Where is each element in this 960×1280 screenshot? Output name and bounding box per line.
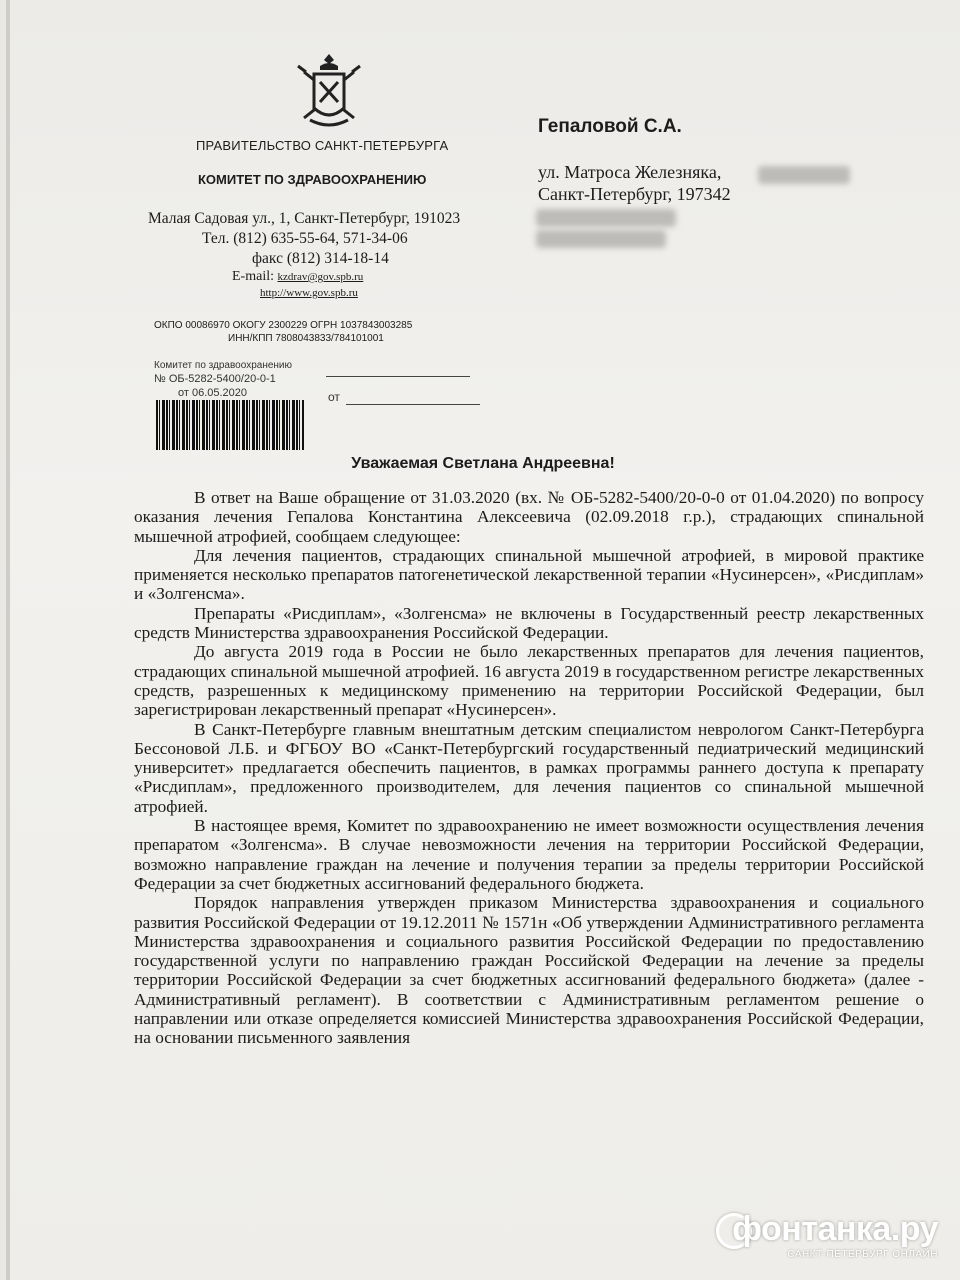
recipient-name: Гепаловой С.А. xyxy=(538,116,682,137)
government-name: ПРАВИТЕЛЬСТВО САНКТ-ПЕТЕРБУРГА xyxy=(196,138,449,153)
paragraph: В ответ на Ваше обращение от 31.03.2020 (вх. № ОБ-5282-5400/20-0-0 от 01.04.2020) по вопросу оказания лечения Гепалова Константина Алексеевича (02.09.2018 г.р.), страдающих спинальной мышечной атрофией, сообщаем следующее: xyxy=(134,488,924,546)
paragraph: В настоящее время, Комитет по здравоохранению не имеет возможности осуществления лечения препаратом «Золгенсма». В случае невозможности лечения на территории Российской Федерации, возможно направление граждан на лечение и получения терапии за пределы территории Российской Федерации за счет бюджетных ассигнований федерального бюджета. xyxy=(134,816,924,893)
committee-name: КОМИТЕТ ПО ЗДРАВООХРАНЕНИЮ xyxy=(198,172,427,187)
greeting: Уважаемая Светлана Андреевна! xyxy=(351,455,615,472)
letter-body xyxy=(134,488,924,1048)
reference-line xyxy=(326,376,470,377)
committee-fax: факс (812) 314-18-14 xyxy=(252,250,389,267)
recipient-street: ул. Матроса Железняка, xyxy=(538,162,722,182)
coat-of-arms-icon xyxy=(296,52,362,132)
committee-phone: Тел. (812) 635-55-64, 571-34-06 xyxy=(202,230,408,247)
email-label: E-mail: xyxy=(232,269,274,284)
barcode xyxy=(156,400,304,450)
redacted-recipient-line xyxy=(536,209,676,227)
email-link[interactable]: kzdrav@gov.spb.ru xyxy=(277,271,364,283)
watermark-name: фонтанка.ру xyxy=(732,1210,938,1248)
organization-codes: ОКПО 00086970 ОКОГУ 2300229 ОГРН 1037843003285 xyxy=(154,320,413,331)
date-line xyxy=(346,404,480,405)
website-link[interactable]: http://www.gov.spb.ru xyxy=(260,287,358,299)
paragraph: До августа 2019 года в России не было лекарственных препаратов для лечения пациентов, страдающих спинальной мышечной атрофией. 16 августа 2019 в государственном регистре лекарственных средств, разрешенных к медицинскому применению на территории Российской Федерации, был зарегистрирован лекарственный препарат «Нусинерсен». xyxy=(134,642,924,720)
paragraph: Порядок направления утвержден приказом Министерства здравоохранения и социального развития Российской Федерации от 19.12.2011 № 1571н «Об утверждении Административного регламента Министерства здравоохранения и социального развития Российской Федерации по предоставлению государственной услуги по направлению граждан Российской Федерации на лечение за пределы территории Российской Федерации за счет бюджетных ассигнований федерального бюджета» (далее - Административный регламент). В соответствии с Административным регламентом решение о направлении или отказе определяется комиссией Министерства здравоохранения Российской Федерации, на основании письменного заявления xyxy=(134,893,924,1048)
watermark xyxy=(732,1210,938,1260)
registration-date: от 06.05.2020 xyxy=(178,387,248,399)
committee-email xyxy=(232,269,363,285)
inn-kpp-codes: ИНН/КПП 7808043833/784101001 xyxy=(228,333,384,344)
redacted-recipient-line-2 xyxy=(536,230,666,248)
committee-address: Малая Садовая ул., 1, Санкт-Петербург, 191023 xyxy=(148,210,461,227)
from-label: от xyxy=(328,390,340,404)
paragraph: Препараты «Рисдиплам», «Золгенсма» не включены в Государственный реестр лекарственных средств Министерства здравоохранения Российской Федерации. xyxy=(134,603,924,643)
paragraph: В Санкт-Петербурге главным внештатным детским специалистом неврологом Санкт-Петербурга Бессоновой Л.Б. и ФГБОУ ВО «Санкт-Петербургский государственный педиатрический медицинский университет» предлагается обеспечить пациентов, в рамках программы раннего доступа к препарату «Рисдиплам», предложенного производителем, для лечения пациентов со спинальной мышечной атрофией. xyxy=(134,719,924,816)
recipient-city: Санкт-Петербург, 197342 xyxy=(538,184,731,204)
paragraph: Для лечения пациентов, страдающих спинальной мышечной атрофией, в мировой практике применяется несколько препаратов патогенетической лекарственной терапии «Нусинерсен», «Рисдиплам» и «Золгенсма». xyxy=(134,545,924,604)
registration-committee: Комитет по здравоохранению xyxy=(154,360,293,371)
watermark-subtitle: САНКТ-ПЕТЕРБУРГ ОНЛАЙН xyxy=(787,1249,938,1260)
redacted-house-number xyxy=(758,166,850,184)
registration-number: № ОБ-5282-5400/20-0-1 xyxy=(154,373,276,385)
document-page xyxy=(6,0,960,1280)
